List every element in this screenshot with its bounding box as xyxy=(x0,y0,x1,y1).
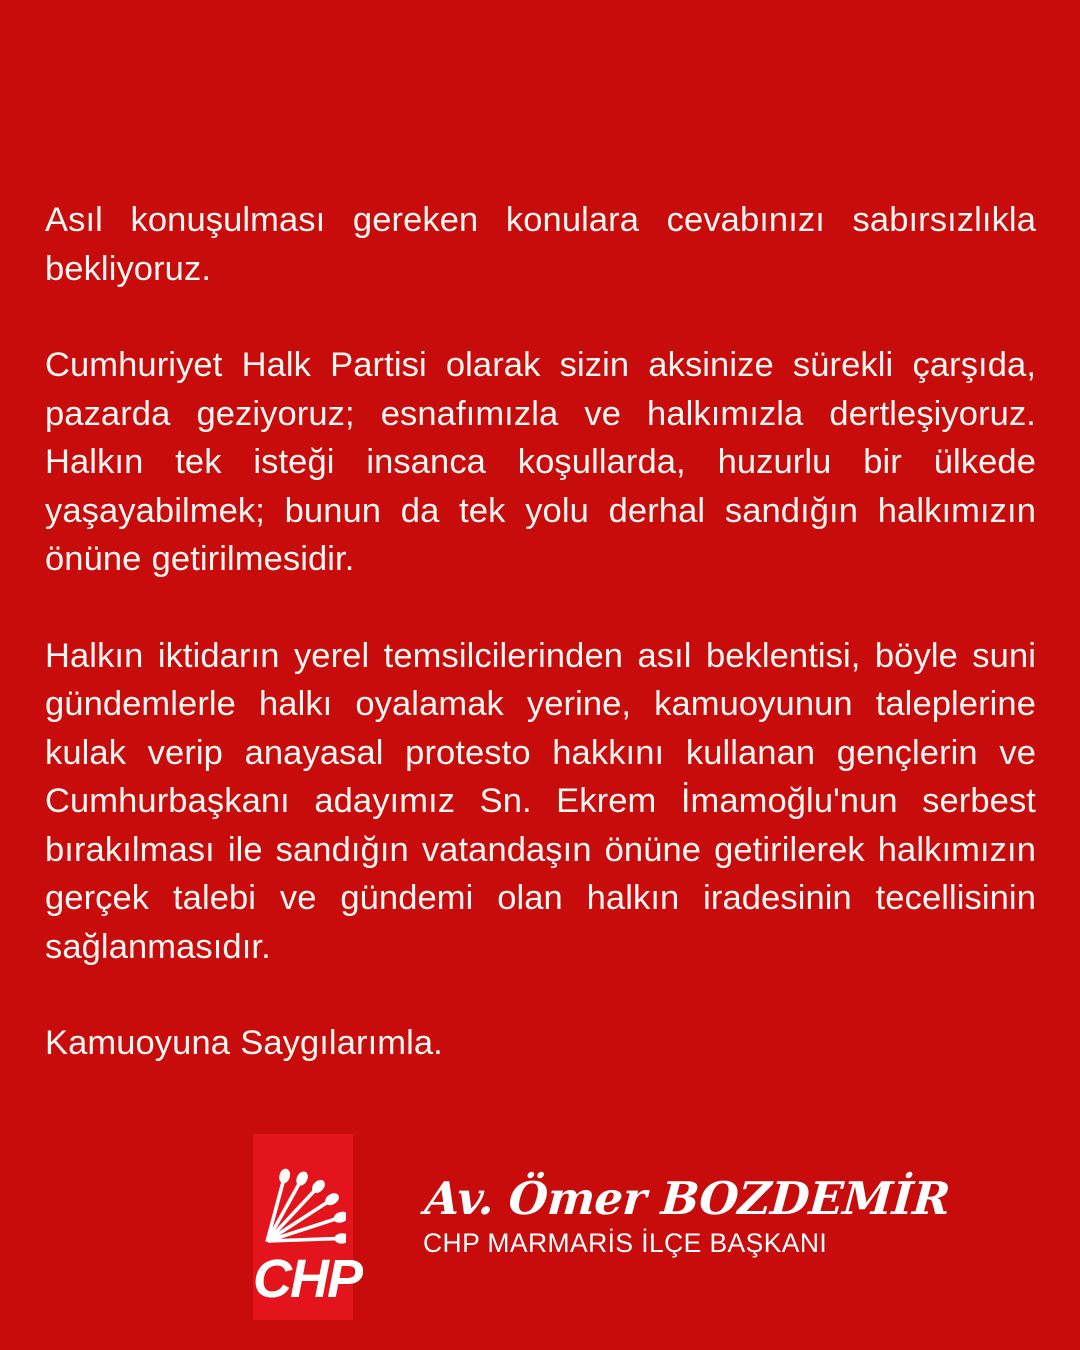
signatory-name: Av. Ömer BOZDEMİR xyxy=(422,1172,952,1225)
chp-logo xyxy=(253,1134,362,1320)
statement-paragraph-1: Asıl konuşulması gereken konulara cevabınızı sabırsızlıkla bekliyoruz. xyxy=(45,201,1036,288)
signature-text xyxy=(422,1172,952,1259)
chp-wordmark: CHP xyxy=(253,1249,362,1309)
statement-closing-line: Kamuoyuna Saygılarımla. xyxy=(45,1024,443,1062)
signature-block xyxy=(253,1134,952,1320)
six-arrows-icon xyxy=(260,1146,346,1251)
signatory-title: CHP MARMARİS İLÇE BAŞKANI xyxy=(423,1228,828,1258)
statement-paragraph-3: Halkın iktidarın yerel temsilcilerinden asıl beklentisi, böyle suni gündemlerle halkı oyalamak yerine, kamuoyunun taleplerine kulak verip anayasal protesto hakkını kullanan gençlerin ve Cumhurbaşkanı adayımız Sn. Ekrem İmamoğlu'nun serbest bırakılması ile sandığın vatandaşın önüne getirilerek halkımızın gerçek talebi ve gündemi olan halkın iradesinin tecellisinin sağlanmasıdır. xyxy=(45,636,1036,966)
statement-text-body xyxy=(45,196,1036,1068)
statement-paragraph-2: Cumhuriyet Halk Partisi olarak sizin aksinize sürekli çarşıda, pazarda geziyoruz; esnafımızla ve halkımızla dertleşiyoruz. Halkın tek isteği insanca koşullarda, huzurlu bir ülkede yaşayabilmek; bunun da tek yolu derhal sandığın halkımızın önüne getirilmesidir. xyxy=(45,346,1036,578)
